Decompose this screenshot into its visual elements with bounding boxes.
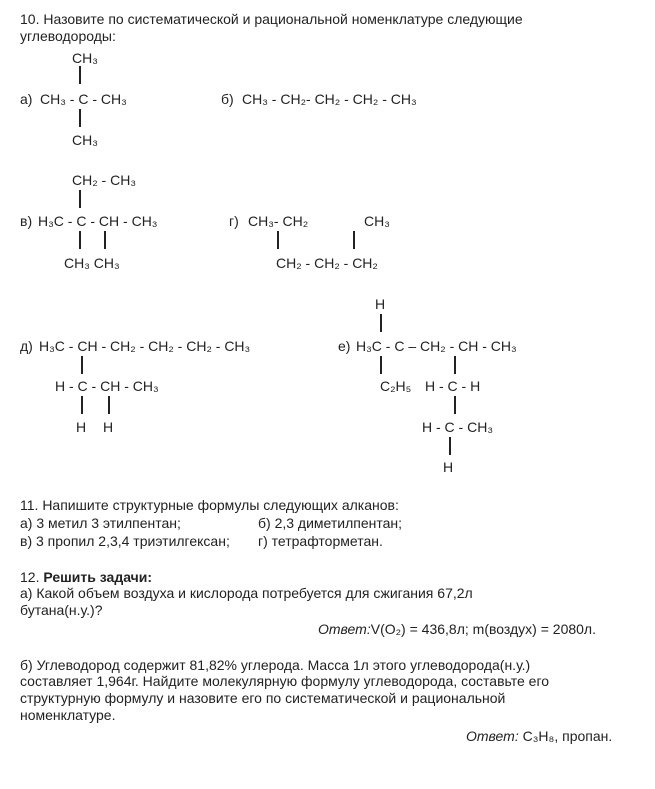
task12-b-line4: номенклатуре. <box>20 707 116 723</box>
task12-heading <box>20 569 152 586</box>
bond-line <box>353 231 355 249</box>
answer-value: C₃H₈, пропан. <box>522 728 613 744</box>
task12-b-answer <box>466 728 612 745</box>
formula-a-label: а) <box>20 91 33 107</box>
formula-d-branch: H - C - CH - CH₃ <box>55 378 159 394</box>
formula-e-lower-branch: H - C - CH₃ <box>422 419 494 435</box>
formula-d-h1: H <box>76 419 87 435</box>
formula-d-h2: H <box>103 419 114 435</box>
formula-a-bottom: CH₃ <box>72 132 98 148</box>
task11-item-g: г) тетрафторметан. <box>258 533 383 549</box>
task11-item-b: б) 2,3 диметилпентан; <box>258 515 403 531</box>
bond-line <box>81 396 83 414</box>
task11-title: 11. Напишите структурные формулы следующих алканов: <box>20 497 399 513</box>
bond-line <box>79 109 81 127</box>
formula-e-main: H₃C - C – CH₂ - CH - CH₃ <box>356 338 517 354</box>
answer-value: V(O₂) = 436,8л; m(воздух) = 2080л. <box>370 621 596 637</box>
answer-label: Ответ: <box>318 621 371 637</box>
task12-a-line2: бутана(н.у.)? <box>20 602 103 618</box>
bond-line <box>79 190 81 208</box>
bond-line <box>81 356 83 374</box>
formula-d-main: H₃C - CH - CH₂ - CH₂ - CH₂ - CH₃ <box>39 338 251 354</box>
formula-d-label: д) <box>20 338 33 354</box>
task12-b-line1: б) Углеводород содержит 81,82% углерода. Масса 1л этого углеводорода(н.у.) <box>20 657 531 673</box>
formula-g-main: CH₃- CH₂ <box>248 213 309 229</box>
task11-item-v: в) 3 пропил 2,3,4 триэтилгексан; <box>20 533 230 549</box>
formula-e-label: е) <box>338 338 351 354</box>
formula-e-left-branch: C₂H₅ <box>380 378 412 394</box>
task12-b-line2: составляет 1,964г. Найдите молекулярную формулу углеводорода, составьте его <box>20 673 550 689</box>
formula-g-bottom: CH₂ - CH₂ - CH₂ <box>276 255 378 271</box>
task12-title: Решить задачи: <box>43 569 153 585</box>
task10-line2: углеводороды: <box>20 28 116 44</box>
bond-line <box>380 314 382 332</box>
task11-item-a: а) 3 метил 3 этилпентан; <box>20 515 181 531</box>
formula-b-main: CH₃ - CH₂- CH₂ - CH₂ - CH₃ <box>242 91 417 107</box>
bond-line <box>380 356 382 374</box>
formula-e-mid-branch: H - C - H <box>425 378 481 394</box>
formula-a-main: CH₃ - C - CH₃ <box>40 91 127 107</box>
task12-a-line1: а) Какой объем воздуха и кислорода потребуется для сжигания 67,2л <box>20 585 473 601</box>
formula-b-label: б) <box>221 91 234 107</box>
formula-e-top: H <box>375 296 386 312</box>
task12-b-line3: структурную формулу и назовите его по систематической и рациональной <box>20 690 506 706</box>
formula-a-top: CH₃ <box>72 50 98 66</box>
formula-g-label: г) <box>229 213 239 229</box>
bond-line <box>454 396 456 414</box>
formula-v-top: CH₂ - CH₃ <box>72 172 137 188</box>
answer-label: Ответ: <box>466 728 519 744</box>
bond-line <box>79 66 81 84</box>
bond-line <box>449 437 451 455</box>
formula-g-top-right: CH₃ <box>364 213 390 229</box>
bond-line <box>108 396 110 414</box>
formula-e-bottom: H <box>443 459 454 475</box>
formula-v-main: H₃C - C - CH - CH₃ <box>38 213 158 229</box>
formula-v-bottom: CH₃ CH₃ <box>64 255 120 271</box>
task10-line1: 10. Назовите по систематической и рациональной номенклатуре следующие <box>20 11 523 27</box>
bond-line <box>79 231 81 249</box>
task12-number: 12. <box>20 569 40 585</box>
bond-line <box>277 231 279 249</box>
bond-line <box>454 356 456 374</box>
task12-a-answer <box>318 621 596 638</box>
formula-v-label: в) <box>20 213 33 229</box>
bond-line <box>104 231 106 249</box>
